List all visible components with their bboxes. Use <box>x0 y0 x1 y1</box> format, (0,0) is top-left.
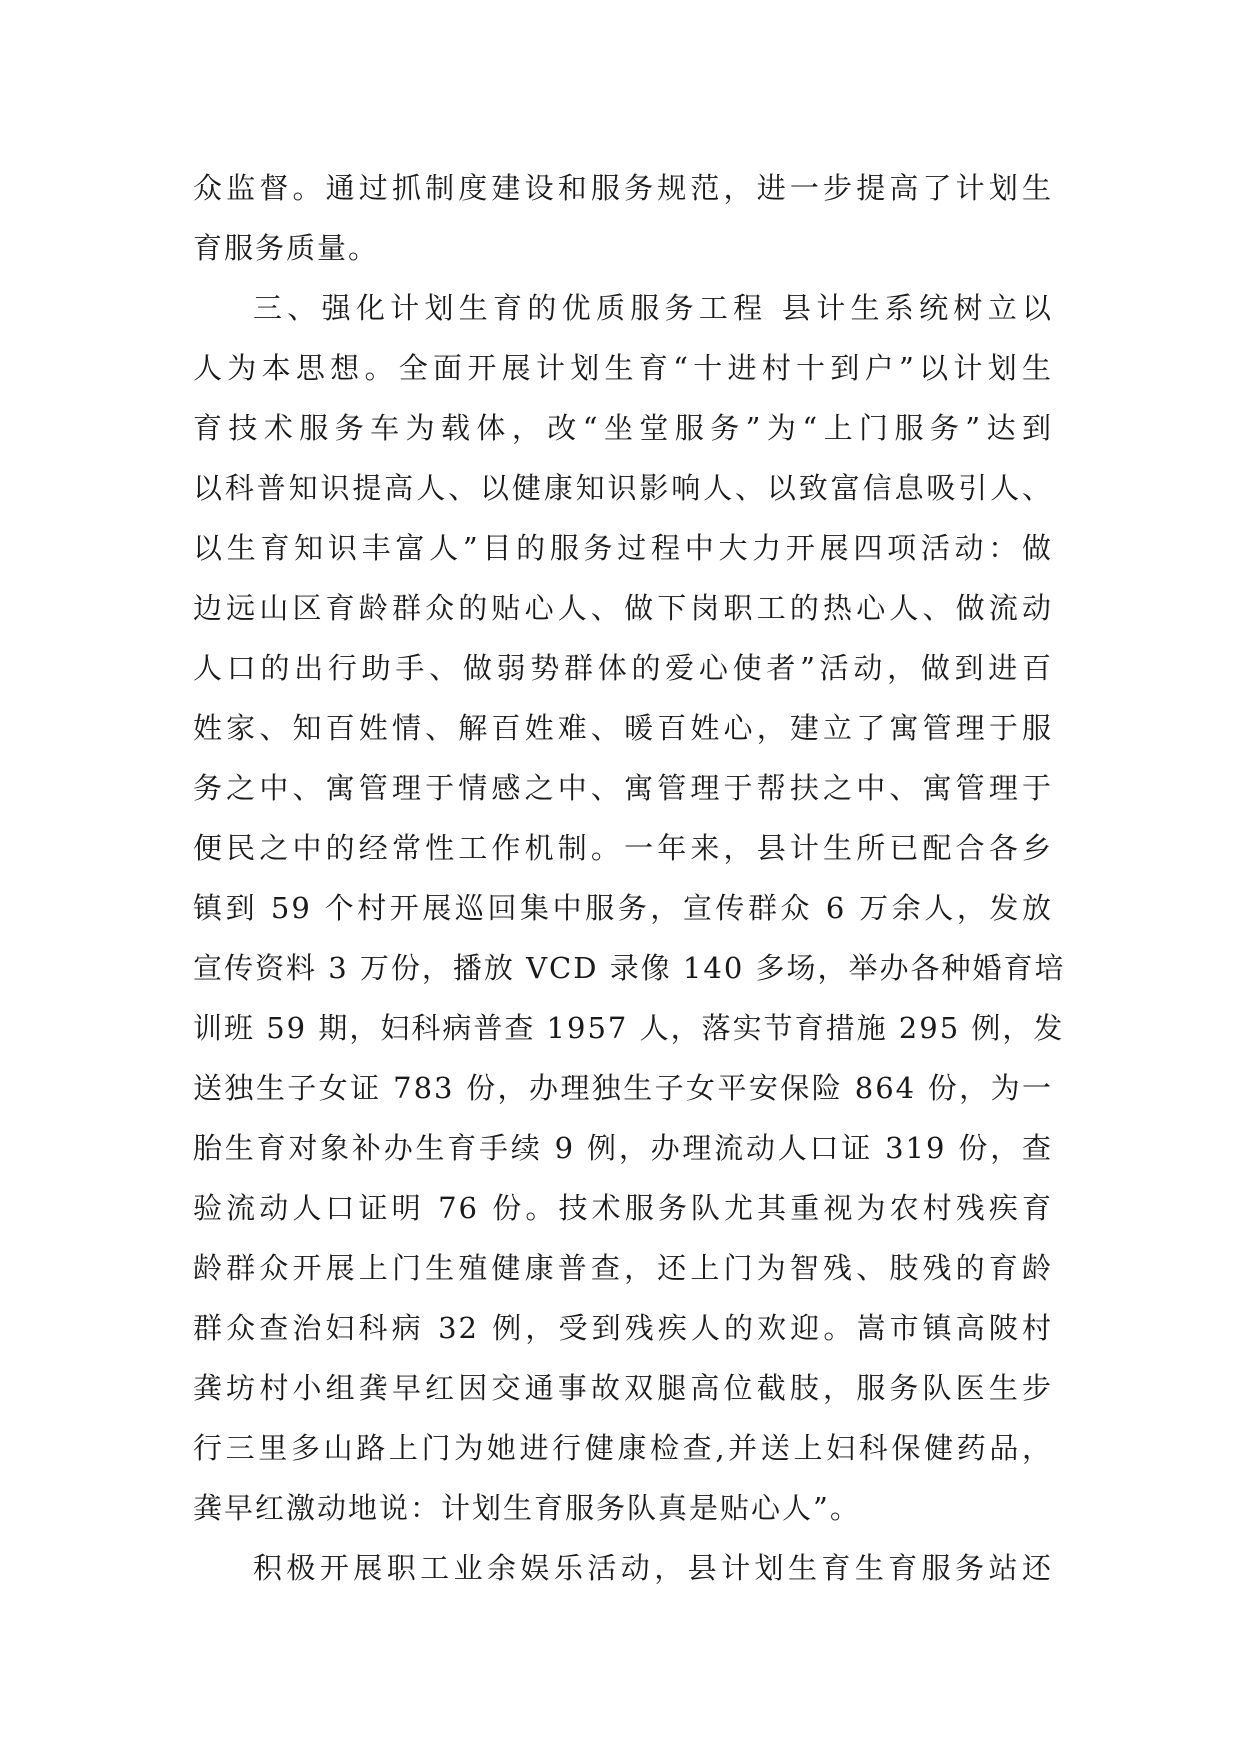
text-line: 育技术服务车为载体，改“坐堂服务”为“上门服务”达到 <box>193 411 1053 445</box>
text-line: 训班 59 期，妇科病普查 1957 人，落实节育措施 295 例，发 <box>193 1011 1065 1045</box>
text-line: 人为本思想。全面开展计划生育“十进村十到户”以计划生 <box>193 351 1053 385</box>
text-line: 验流动人口证明 76 份。技术服务队尤其重视为农村残疾育 <box>193 1191 1053 1225</box>
text-line: 镇到 59 个村开展巡回集中服务，宣传群众 6 万余人，发放 <box>193 891 1053 925</box>
text-line: 龄群众开展上门生殖健康普查，还上门为智残、肢残的育龄 <box>193 1251 1053 1285</box>
text-line: 务之中、寓管理于情感之中、寓管理于帮扶之中、寓管理于 <box>193 771 1053 805</box>
paragraph-p1 <box>193 158 1053 278</box>
text-line: 姓家、知百姓情、解百姓难、暖百姓心，建立了寓管理于服 <box>193 711 1053 745</box>
text-line: 众监督。通过抓制度建设和服务规范，进一步提高了计划生 <box>193 171 1053 205</box>
text-line: 送独生子女证 783 份，办理独生子女平安保险 864 份，为一 <box>193 1071 1053 1105</box>
document-body <box>193 158 1066 1598</box>
text-line: 行三里多山路上门为她进行健康检查,并送上妇科保健药品， <box>193 1431 1053 1465</box>
text-line: 以生育知识丰富人”目的服务过程中大力开展四项活动：做 <box>193 531 1053 565</box>
text-line: 人口的出行助手、做弱势群体的爱心使者”活动，做到进百 <box>193 651 1053 685</box>
paragraph-p2 <box>193 278 1066 1538</box>
text-line: 胎生育对象补办生育手续 9 例，办理流动人口证 319 份，查 <box>193 1131 1053 1165</box>
paragraph-p3 <box>193 1538 1053 1598</box>
text-line: 便民之中的经常性工作机制。一年来，县计生所已配合各乡 <box>193 831 1053 865</box>
text-line: 龚坊村小组龚早红因交通事故双腿高位截肢，服务队医生步 <box>193 1371 1053 1405</box>
text-line: 三、强化计划生育的优质服务工程 县计生系统树立以 <box>253 291 1053 325</box>
text-line: 群众查治妇科病 32 例，受到残疾人的欢迎。嵩市镇高陂村 <box>193 1311 1053 1345</box>
text-line: 龚早红激动地说：计划生育服务队真是贴心人”。 <box>193 1491 861 1525</box>
text-line: 育服务质量。 <box>193 231 380 265</box>
text-line: 宣传资料 3 万份，播放 VCD 录像 140 多场，举办各种婚育培 <box>193 951 1066 985</box>
text-line: 以科普知识提高人、以健康知识影响人、以致富信息吸引人、 <box>193 471 1053 505</box>
text-line: 积极开展职工业余娱乐活动，县计划生育生育服务站还 <box>253 1551 1053 1585</box>
text-line: 边远山区育龄群众的贴心人、做下岗职工的热心人、做流动 <box>193 591 1053 625</box>
